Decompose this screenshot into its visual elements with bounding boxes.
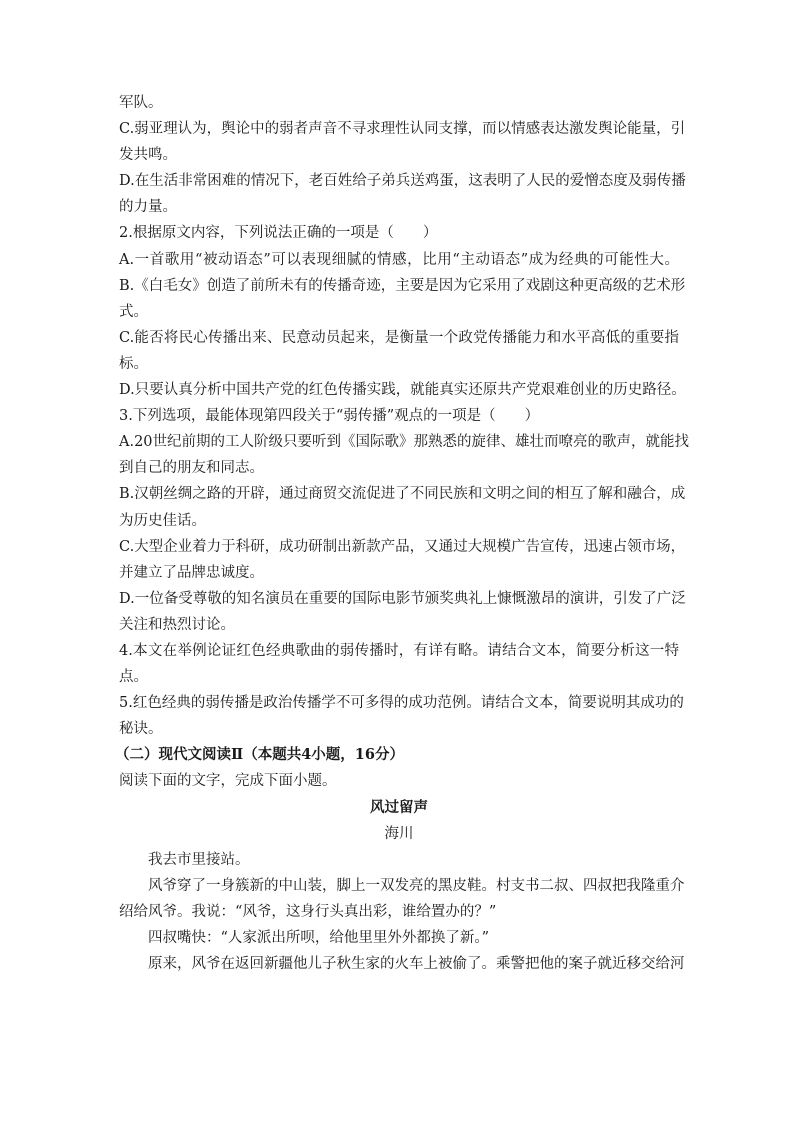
question-5-line-2: 秘诀。 [119,721,163,738]
q2-option-b-line-2: 式。 [119,303,148,320]
option-d-line-1: D.在生活非常困难的情况下，老百姓给子弟兵送鸡蛋，这表明了人民的爱憎态度及弱传播 [119,173,686,190]
q3-option-b-line-1: B.汉朝丝绸之路的开辟，通过商贸交流促进了不同民族和文明之间的相互了解和融合，成 [119,486,686,503]
story-paragraph: 我去市里接站。 [148,851,250,868]
story-paragraph: 四叔嘴快：“人家派出所呗，给他里里外外都换了新。” [148,930,490,946]
q3-option-b-line-2: 为历史佳话。 [119,512,206,529]
instruction: 阅读下面的文字，完成下面小题。 [119,773,337,790]
option-c-line-2: 发共鸣。 [119,147,177,164]
q2-option-d: D.只要认真分析中国共产党的红色传播实践，就能真实还原共产党艰难创业的历史路径。 [119,382,686,399]
text-line: 军队。 [119,95,163,111]
option-d-line-2: 的力量。 [119,199,177,216]
q2-option-a: A.一首歌用“被动语态”可以表现细腻的情感，比用“主动语态”成为经典的可能性大。 [119,251,679,268]
question-4-line-1: 4.本文在举例论证红色经典歌曲的弱传播时，有详有略。请结合文本，简要分析这一特 [119,642,679,659]
question-3: 3.下列选项，最能体现第四段关于“弱传播”观点的一项是（ ） [119,408,540,425]
q2-option-c-line-1: C.能否将民心传播出来、民意动员起来，是衡量一个政党传播能力和水平高低的重要指 [119,329,679,346]
story-paragraph-continuation: 绍给风爷。我说：“风爷，这身行头真出彩，谁给置办的？” [119,903,497,920]
section-heading: （二）现代文阅读Ⅱ（本题共4小题，16分） [115,746,404,764]
q2-option-c-line-2: 标。 [119,355,148,372]
question-2: 2.根据原文内容，下列说法正确的一项是（ ） [119,225,438,242]
q3-option-a-line-1: A.20世纪前期的工人阶级只要听到《国际歌》那熟悉的旋律、雄壮而嘹亮的歌声，就能找 [119,434,690,451]
q3-option-c-line-1: C.大型企业着力于科研，成功研制出新款产品，又通过大规模广告宣传，迅速占领市场， [119,538,686,555]
story-title: 风过留声 [370,798,428,816]
story-paragraph: 原来，风爷在返回新疆他儿子秋生家的火车上被偷了。乘警把他的案子就近移交给河 [148,956,685,973]
q3-option-d-line-1: D.一位备受尊敬的知名演员在重要的国际电影节颁奖典礼上慷慨激昂的演讲，引发了广泛 [119,590,686,607]
q3-option-c-line-2: 并建立了品牌忠诚度。 [119,564,264,581]
q2-option-b-line-1: B.《白毛女》创造了前所未有的传播奇迹，主要是因为它采用了戏剧这种更高级的艺术形 [119,277,686,294]
story-author: 海川 [384,825,414,842]
q3-option-a-line-2: 到自己的朋友和同志。 [119,460,264,477]
question-5-line-1: 5.红色经典的弱传播是政治传播学不可多得的成功范例。请结合文本，简要说明其成功的 [119,695,684,712]
option-c-line-1: C.弱亚理认为，舆论中的弱者声音不寻求理性认同支撑，而以情感表达激发舆论能量，引 [119,121,686,138]
q3-option-d-line-2: 关注和热烈讨论。 [119,616,235,633]
document-page [115,90,690,977]
question-4-line-2: 点。 [119,669,148,686]
story-paragraph: 风爷穿了一身簇新的中山装，脚上一双发亮的黑皮鞋。村支书二叔、四叔把我隆重介 [148,877,685,894]
